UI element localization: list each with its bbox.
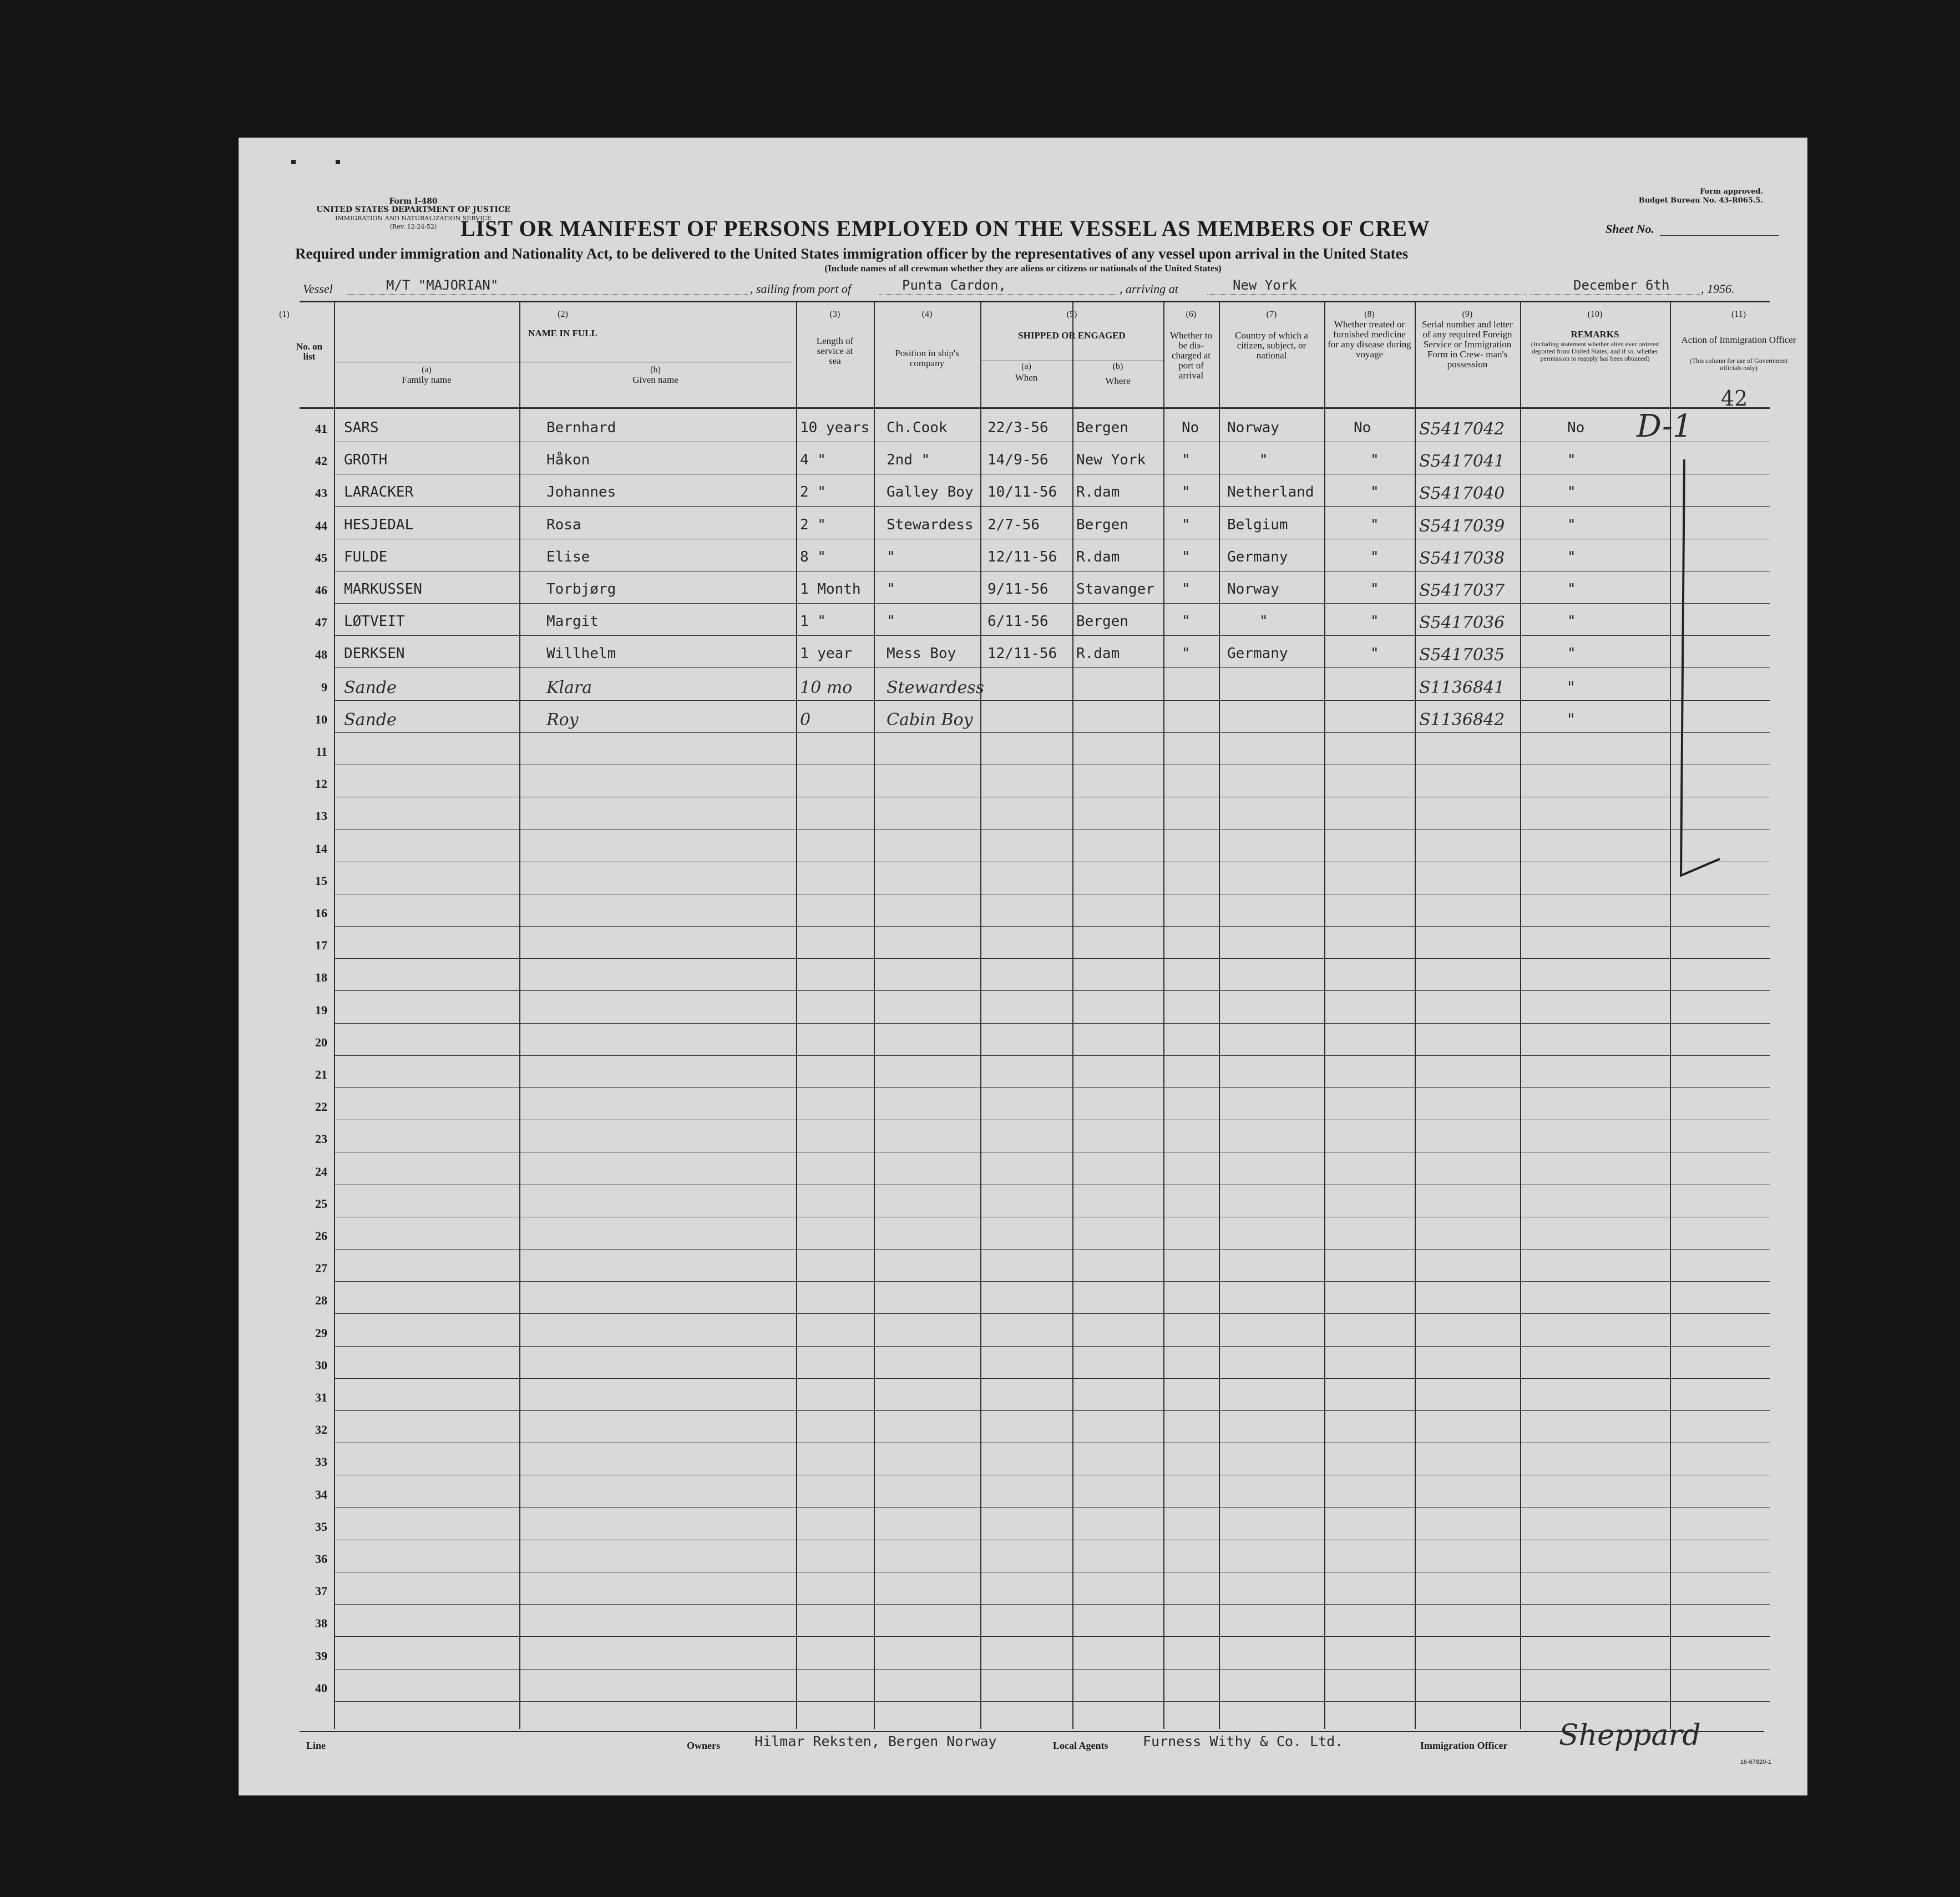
row-rule (334, 1410, 1770, 1411)
row-number: 33 (315, 1455, 327, 1469)
column-divider (519, 302, 520, 1729)
row-number: 27 (315, 1261, 327, 1276)
row-number: 37 (315, 1584, 327, 1598)
crew-service: 1 " (800, 613, 826, 630)
row-number: 18 (315, 970, 327, 985)
crew-given: Klara (546, 677, 592, 697)
crew-position: Mess Boy (887, 645, 956, 662)
row-rule (334, 1636, 1770, 1637)
crew-serial: S5417042 (1419, 419, 1505, 439)
include-note: (Include names of all crewman whether they are aliens or citizens or nationals of the United States) (824, 263, 1222, 274)
col7-number: (7) (1266, 310, 1277, 319)
crew-when: 14/9-56 (987, 452, 1049, 469)
crew-discharge: " (1182, 452, 1191, 469)
row-rule (334, 667, 1770, 668)
officer-mark: D-1 (1637, 408, 1693, 444)
row-number: 22 (315, 1100, 327, 1114)
crew-service: 10 mo (800, 677, 853, 697)
crew-remarks: " (1567, 710, 1575, 730)
crew-remarks: " (1567, 581, 1576, 598)
col2b-header: Given name (632, 375, 678, 385)
page-title: LIST OR MANIFEST OF PERSONS EMPLOYED ON THE VESSEL AS MEMBERS OF CREW (460, 216, 1430, 241)
crew-family: HESJEDAL (344, 516, 414, 533)
crew-discharge: " (1182, 613, 1191, 630)
arriving-label: , arriving at (1120, 282, 1178, 296)
crew-when: 12/11-56 (987, 548, 1057, 565)
column-divider (796, 302, 797, 1729)
crew-serial: S5417039 (1419, 516, 1505, 536)
col5-number: (5) (1066, 310, 1077, 319)
row-number: 11 (316, 745, 327, 758)
row-rule (334, 1669, 1770, 1670)
row-number: 12 (315, 777, 327, 791)
crew-position: Stewardess (887, 516, 974, 533)
crew-remarks: " (1567, 484, 1576, 501)
col6-number: (6) (1186, 310, 1197, 319)
column-divider (1520, 302, 1521, 1729)
row-number: 15 (315, 873, 327, 888)
punch-mark (336, 160, 340, 164)
row-rule (334, 732, 1770, 733)
row-number: 44 (315, 518, 327, 533)
officer-bracket (1659, 437, 1725, 887)
manifest-sheet (239, 138, 1807, 1795)
port-underline (879, 294, 1117, 295)
crew-medicine: " (1370, 613, 1379, 630)
col7-header: Country of which a citizen, subject, or national (1235, 330, 1308, 361)
crew-service: 0 (800, 710, 811, 730)
crew-serial: S1136842 (1419, 710, 1505, 730)
crew-when: 6/11-56 (987, 613, 1049, 630)
crew-where: R.dam (1076, 484, 1120, 501)
crew-where: Bergen (1076, 613, 1128, 630)
subtitle: Required under immigration and Nationality Act, to be delivered to the United States immigration officer by the representatives of any vessel upon arrival in the United States (295, 245, 1409, 262)
crew-where: Bergen (1076, 419, 1128, 436)
crew-discharge: " (1182, 484, 1191, 501)
row-number: 35 (315, 1519, 327, 1534)
crew-given: Rosa (546, 516, 581, 533)
crew-remarks: " (1567, 452, 1576, 469)
crew-where: R.dam (1076, 645, 1120, 662)
row-number: 48 (315, 647, 327, 662)
crew-family: LØTVEIT (344, 613, 405, 630)
owners-value: Hilmar Reksten, Bergen Norway (754, 1733, 997, 1749)
row-number: 30 (315, 1358, 327, 1372)
arriving-port: New York (1233, 277, 1297, 293)
crew-discharge: No (1182, 419, 1199, 436)
row-rule (334, 1087, 1770, 1088)
crew-family: DERKSEN (344, 645, 405, 662)
row-number: 32 (315, 1423, 327, 1437)
col11-header: Action of Immigration Officer (1681, 335, 1796, 345)
row-number: 38 (315, 1616, 327, 1631)
crew-country: " (1259, 452, 1268, 469)
col5a-number: (a) (1021, 362, 1031, 371)
row-number: 17 (315, 938, 327, 953)
crew-country: Norway (1227, 581, 1279, 598)
crew-when: 10/11-56 (987, 484, 1057, 501)
crew-medicine: " (1370, 516, 1379, 533)
footer-rule (300, 1731, 1764, 1732)
crew-country: " (1259, 613, 1268, 630)
col2b-number: (b) (650, 365, 661, 375)
crew-serial: S5417041 (1419, 452, 1505, 472)
col11-number: (11) (1731, 310, 1746, 319)
col10-note: (Including statement whether alien ever ordered deported from United States, and if so, whether permission to reapply has been obtained) (1531, 340, 1659, 362)
department: UNITED STATES DEPARTMENT OF JUSTICE (316, 205, 510, 214)
date-underline (1531, 294, 1700, 295)
col5b-header: Where (1105, 376, 1131, 386)
form-number: Form I-480 (389, 197, 438, 206)
crew-position: Ch.Cook (887, 419, 948, 436)
crew-country: Norway (1227, 419, 1279, 436)
crew-remarks: No (1567, 419, 1585, 436)
row-number: 14 (315, 841, 327, 856)
col8-number: (8) (1364, 310, 1375, 319)
vessel-name: M/T "MAJORIAN" (386, 277, 499, 293)
col8-header: Whether treated or furnished medicine for any disease during voyage (1328, 319, 1411, 360)
crew-serial: S5417040 (1419, 484, 1505, 504)
crew-family: LARACKER (344, 484, 414, 501)
crew-given: Bernhard (546, 419, 616, 436)
col4-number: (4) (921, 310, 933, 319)
sheet-number-label: Sheet No. (1606, 222, 1654, 236)
row-number: 24 (315, 1164, 327, 1178)
row-rule (334, 1055, 1770, 1056)
col10-header: REMARKS (1571, 329, 1619, 340)
crew-service: 4 " (800, 452, 826, 469)
column-divider (1415, 302, 1416, 1729)
row-number: 47 (315, 615, 327, 630)
row-rule (334, 990, 1770, 991)
crew-service: 2 " (800, 484, 826, 501)
row-number: 34 (315, 1487, 327, 1501)
crew-service: 8 " (800, 548, 826, 565)
row-number: 9 (321, 680, 327, 694)
row-number: 26 (315, 1229, 327, 1243)
row-number: 21 (315, 1068, 327, 1081)
crew-position: 2nd " (887, 452, 930, 469)
crew-family: MARKUSSEN (344, 581, 422, 598)
row-number: 20 (315, 1035, 327, 1049)
crew-medicine: " (1370, 645, 1379, 662)
row-number: 25 (315, 1196, 327, 1211)
row-rule (334, 1604, 1770, 1605)
row-rule (334, 926, 1770, 927)
row-rule (334, 958, 1770, 959)
column-divider (1219, 302, 1220, 1729)
row-number: 16 (315, 906, 327, 920)
row-number: 46 (315, 583, 327, 597)
row-rule (334, 1249, 1770, 1250)
col1-header: No. on list (296, 341, 323, 362)
print-code: 16-67820-1 (1740, 1759, 1771, 1766)
crew-service: 10 years (800, 419, 870, 436)
col3-number: (3) (829, 310, 840, 319)
vessel-underline (347, 294, 748, 295)
row-number: 36 (315, 1552, 327, 1566)
column-divider (980, 302, 981, 1729)
col9-number: (9) (1462, 310, 1473, 319)
row-rule (334, 1313, 1770, 1314)
crew-given: Willhelm (546, 645, 616, 662)
crew-given: Roy (546, 710, 579, 730)
col10-number: (10) (1587, 310, 1603, 319)
crew-given: Johannes (546, 484, 616, 501)
crew-serial: S5417038 (1419, 548, 1505, 568)
col6-header: Whether to be dis- charged at port of arrival (1170, 330, 1212, 381)
crew-remarks: " (1567, 613, 1576, 630)
vessel-label: Vessel (303, 282, 333, 296)
row-rule (334, 1378, 1770, 1379)
row-number: 43 (315, 486, 327, 500)
crew-position: Stewardess (887, 677, 985, 697)
crew-position: " (887, 548, 895, 565)
row-number: 39 (315, 1648, 327, 1663)
form-approved: Form approved. (1700, 188, 1763, 196)
crew-when: 9/11-56 (987, 581, 1049, 598)
crew-serial: S5417035 (1419, 645, 1505, 665)
crew-given: Torbjørg (546, 581, 616, 598)
col9-header: Serial number and letter of any required Foreign Service or Immigration Form in Crew- man's possession (1422, 319, 1513, 370)
arriving-underline (1207, 294, 1526, 295)
crew-remarks: " (1567, 645, 1576, 662)
crew-medicine: No (1354, 419, 1371, 436)
col5b-number: (b) (1112, 362, 1123, 371)
crew-where: Bergen (1076, 516, 1128, 533)
crew-family: GROTH (344, 452, 388, 469)
revision: (Rev. 12-24-52) (389, 223, 437, 230)
crew-medicine: " (1370, 548, 1379, 565)
crew-discharge: " (1182, 516, 1191, 533)
budget-bureau: Budget Bureau No. 43-R065.5. (1638, 196, 1763, 205)
col4-header: Position in ship's company (895, 348, 959, 368)
col2a-header: Family name (402, 375, 452, 385)
col1-number: (1) (279, 310, 290, 319)
row-number: 19 (315, 1003, 327, 1017)
crew-given: Elise (546, 548, 590, 565)
sailing-port: Punta Cardon, (902, 277, 1006, 293)
crew-position: Galley Boy (887, 484, 974, 501)
row-number: 28 (315, 1293, 327, 1308)
crew-where: Stavanger (1076, 581, 1154, 598)
crew-given: Håkon (546, 452, 590, 469)
service: IMMIGRATION AND NATURALIZATION SERVICE (335, 215, 492, 222)
col11-note: (This column for use of Government officials only) (1689, 357, 1788, 372)
crew-position: " (887, 581, 895, 598)
col2-header: NAME IN FULL (528, 328, 597, 338)
officer-label: Immigration Officer (1420, 1740, 1508, 1751)
crew-discharge: " (1182, 581, 1191, 598)
crew-country: Belgium (1227, 516, 1288, 533)
row-rule (334, 1346, 1770, 1347)
crew-discharge: " (1182, 548, 1191, 565)
row-rule (334, 700, 1770, 701)
line-label: Line (306, 1740, 326, 1751)
col2a-number: (a) (422, 365, 432, 375)
row-number: 40 (315, 1681, 327, 1695)
crew-position: " (887, 613, 895, 630)
crew-serial: S5417036 (1419, 613, 1505, 633)
column-divider (1324, 302, 1325, 1729)
col2-number: (2) (558, 310, 568, 319)
crew-medicine: " (1370, 581, 1379, 598)
sheet-annotation: 42 (1721, 386, 1748, 411)
crew-service: 2 " (800, 516, 826, 533)
crew-service: 1 Month (800, 581, 861, 598)
row-number: 31 (315, 1390, 327, 1404)
row-number: 23 (315, 1132, 327, 1146)
crew-family: Sande (344, 677, 397, 697)
column-divider (1163, 302, 1164, 1729)
crew-medicine: " (1370, 484, 1379, 501)
crew-where: R.dam (1076, 548, 1120, 565)
row-number: 42 (315, 454, 327, 468)
agents-value: Furness Withy & Co. Ltd. (1143, 1733, 1344, 1749)
agents-label: Local Agents (1053, 1740, 1108, 1751)
voyage-row (303, 277, 1773, 296)
crew-given: Margit (546, 613, 599, 630)
row-rule (334, 506, 1770, 507)
punch-mark (291, 160, 296, 164)
row-rule (334, 1281, 1770, 1282)
crew-service: 1 year (800, 645, 852, 662)
officer-signature: Sheppard (1559, 1719, 1701, 1752)
crew-discharge: " (1182, 645, 1191, 662)
col3-header: Length of service at sea (816, 336, 854, 366)
crew-remarks: " (1567, 516, 1576, 533)
row-number: 13 (315, 809, 327, 823)
arrival-year: , 1956. (1701, 282, 1735, 296)
column-divider (874, 302, 875, 1729)
crew-when: 2/7-56 (987, 516, 1040, 533)
row-rule (334, 1701, 1770, 1702)
crew-country: Germany (1227, 548, 1288, 565)
sailing-label: , sailing from port of (750, 282, 851, 296)
row-number: 10 (315, 712, 327, 726)
crew-serial: S5417037 (1419, 581, 1505, 600)
col5-header: SHIPPED OR ENGAGED (1018, 330, 1126, 341)
sheet-number-field (1660, 235, 1779, 236)
crew-country: Germany (1227, 645, 1288, 662)
crew-when: 12/11-56 (987, 645, 1057, 662)
owners-label: Owners (687, 1740, 720, 1751)
row-rule (334, 603, 1770, 604)
crew-family: Sande (344, 710, 397, 730)
budget-block (1639, 188, 1763, 205)
crew-country: Netherland (1227, 484, 1314, 501)
crew-where: New York (1076, 452, 1146, 469)
row-number: 45 (315, 550, 327, 565)
column-divider (334, 302, 335, 1729)
row-rule (334, 635, 1770, 636)
column-divider (1072, 302, 1073, 1729)
crew-when: 22/3-56 (987, 419, 1049, 436)
crew-medicine: " (1370, 452, 1379, 469)
row-number: 41 (315, 422, 327, 436)
crew-position: Cabin Boy (887, 710, 973, 730)
col5a-header: When (1015, 372, 1038, 383)
arrival-date: December 6th (1573, 277, 1670, 293)
crew-family: SARS (344, 419, 379, 436)
row-number: 29 (315, 1326, 327, 1340)
crew-family: FULDE (344, 548, 388, 565)
crew-remarks: " (1567, 548, 1576, 565)
crew-serial: S1136841 (1419, 677, 1505, 697)
crew-remarks: " (1567, 677, 1575, 697)
row-rule (334, 1023, 1770, 1024)
